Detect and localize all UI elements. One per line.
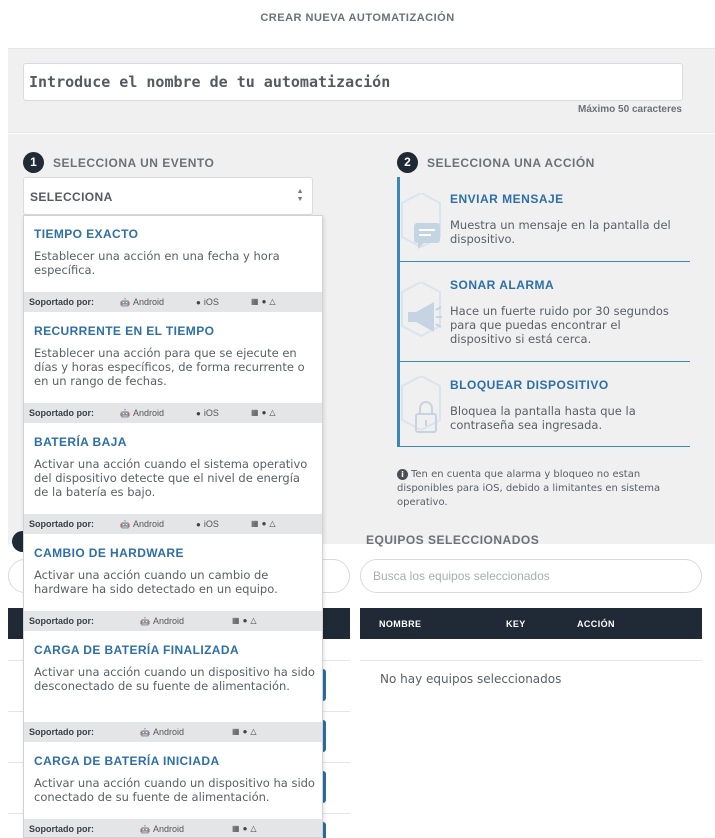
android-support: [120, 408, 164, 418]
supported-label: Soportado por:: [29, 824, 94, 834]
android-support: [140, 727, 184, 737]
lock-icon: [400, 376, 442, 438]
message-icon: [400, 193, 442, 255]
android-label: Android: [132, 297, 164, 307]
android-icon: 🤖: [140, 727, 150, 737]
supported-label: Soportado por:: [29, 297, 94, 307]
event-option-description: Activar una acción cuando un dispositivo ha sido conectado de su fuente de alimentación.: [34, 776, 315, 804]
apple-icon: ●: [261, 297, 267, 306]
column-header-action: ACCIÓN: [577, 619, 615, 629]
desktop-support: [232, 616, 257, 625]
linux-icon: △: [250, 616, 257, 625]
action-divider: [400, 446, 690, 447]
android-icon: 🤖: [120, 297, 130, 307]
android-icon: 🤖: [120, 519, 130, 529]
android-label: Android: [132, 408, 164, 418]
column-header-key: KEY: [506, 619, 526, 629]
android-support: [140, 616, 184, 626]
linux-icon: △: [250, 824, 257, 833]
supported-bar: [24, 722, 322, 742]
event-option-description: Activar una acción cuando un dispositivo ha sido desconectado de su fuente de alimentación.: [34, 665, 315, 693]
ios-label: iOS: [203, 519, 219, 529]
supported-bar: [24, 819, 322, 838]
automation-name-input[interactable]: [23, 63, 683, 101]
android-icon: 🤖: [120, 408, 130, 418]
android-support: [120, 519, 164, 529]
windows-icon: ▦: [251, 408, 259, 417]
apple-icon: ●: [261, 519, 267, 528]
desktop-support: [251, 297, 276, 306]
name-panel: [8, 48, 715, 133]
action-description: Hace un fuerte ruido por 30 segundos para que puedas encontrar el dispositivo si está cerca.: [450, 304, 669, 346]
event-dropdown: [23, 215, 323, 838]
supported-bar: [24, 514, 322, 534]
action-list: [397, 177, 687, 447]
step-1-badge: 1: [23, 152, 44, 173]
android-label: Android: [132, 519, 164, 529]
action-description: Bloquea la pantalla hasta que la contraseña sea ingresada.: [450, 404, 636, 432]
max-chars-hint: Máximo 50 caracteres: [578, 104, 682, 115]
action-title: BLOQUEAR DISPOSITIVO: [450, 378, 609, 392]
desktop-support: [251, 519, 276, 528]
action-step-title: SELECCIONA UNA ACCIÓN: [427, 156, 595, 170]
ios-label: iOS: [203, 297, 219, 307]
ios-note: [397, 468, 687, 510]
ios-support: [196, 297, 219, 307]
ios-support: [196, 519, 219, 529]
event-option-description: Establecer una acción en una fecha y hora específica.: [34, 249, 280, 277]
ios-note-text: Ten en cuenta que alarma y bloqueo no estan disponibles para iOS, debido a limitantes en sistema operativo.: [397, 469, 661, 508]
apple-icon: ●: [196, 408, 201, 418]
action-lock-device[interactable]: [400, 362, 690, 447]
selected-devices-title: EQUIPOS SELECCIONADOS: [366, 533, 540, 547]
windows-icon: ▦: [251, 519, 259, 528]
event-option-title: CAMBIO DE HARDWARE: [34, 546, 184, 560]
ios-label: iOS: [203, 408, 219, 418]
info-icon: i: [397, 469, 408, 480]
android-icon: 🤖: [140, 824, 150, 834]
supported-bar: [24, 403, 322, 423]
action-sound-alarm[interactable]: [400, 262, 690, 362]
android-label: Android: [152, 616, 184, 626]
android-support: [140, 824, 184, 834]
android-support: [120, 297, 164, 307]
event-select-label: SELECCIONA: [30, 190, 113, 204]
step-2-badge: 2: [397, 152, 418, 173]
ios-support: [196, 408, 219, 418]
apple-icon: ●: [242, 616, 248, 625]
linux-icon: △: [269, 519, 276, 528]
table-divider: [360, 660, 702, 661]
selected-devices-table-header: [360, 608, 702, 639]
selected-devices-search-input[interactable]: [360, 559, 702, 593]
action-description: Muestra un mensaje en la pantalla del dispositivo.: [450, 218, 671, 246]
event-option-title: BATERÍA BAJA: [34, 435, 127, 449]
event-option-title: CARGA DE BATERÍA INICIADA: [34, 754, 220, 768]
event-option-description: Activar una acción cuando un cambio de hardware ha sido detectado en un equipo.: [34, 568, 278, 596]
apple-icon: ●: [242, 824, 248, 833]
apple-icon: ●: [261, 408, 267, 417]
event-option-title: TIEMPO EXACTO: [34, 227, 139, 241]
android-label: Android: [152, 824, 184, 834]
megaphone-icon: [400, 282, 442, 344]
event-option-description: Activar una acción cuando el sistema operativo del dispositivo detecte que el nivel de energía de la batería es bajo.: [34, 457, 308, 499]
event-step-title: SELECCIONA UN EVENTO: [53, 156, 215, 170]
column-header-name: NOMBRE: [379, 619, 422, 629]
linux-icon: △: [269, 408, 276, 417]
android-label: Android: [152, 727, 184, 737]
select-arrows-icon: ▲ ▼: [296, 188, 304, 203]
windows-icon: ▦: [232, 727, 240, 736]
event-option-title: RECURRENTE EN EL TIEMPO: [34, 324, 215, 338]
apple-icon: ●: [196, 519, 201, 529]
empty-devices-message: No hay equipos seleccionados: [380, 672, 562, 686]
event-select[interactable]: [23, 177, 313, 215]
windows-icon: ▦: [232, 824, 240, 833]
action-title: ENVIAR MENSAJE: [450, 192, 564, 206]
windows-icon: ▦: [251, 297, 259, 306]
desktop-support: [232, 727, 257, 736]
action-send-message[interactable]: [400, 177, 690, 262]
supported-label: Soportado por:: [29, 408, 94, 418]
supported-label: Soportado por:: [29, 616, 94, 626]
page-title: CREAR NUEVA AUTOMATIZACIÓN: [260, 12, 455, 24]
supported-label: Soportado por:: [29, 727, 94, 737]
supported-label: Soportado por:: [29, 519, 94, 529]
android-icon: 🤖: [140, 616, 150, 626]
apple-icon: ●: [242, 727, 248, 736]
supported-bar: [24, 611, 322, 631]
action-title: SONAR ALARMA: [450, 278, 555, 292]
event-option-description: Establecer una acción para que se ejecute en días y horas específicos, de forma recurrente o en un rango de fechas.: [34, 346, 305, 388]
apple-icon: ●: [196, 297, 201, 307]
desktop-support: [251, 408, 276, 417]
linux-icon: △: [269, 297, 276, 306]
desktop-support: [232, 824, 257, 833]
linux-icon: △: [250, 727, 257, 736]
event-option-title: CARGA DE BATERÍA FINALIZADA: [34, 643, 240, 657]
supported-bar: [24, 292, 322, 312]
windows-icon: ▦: [232, 616, 240, 625]
